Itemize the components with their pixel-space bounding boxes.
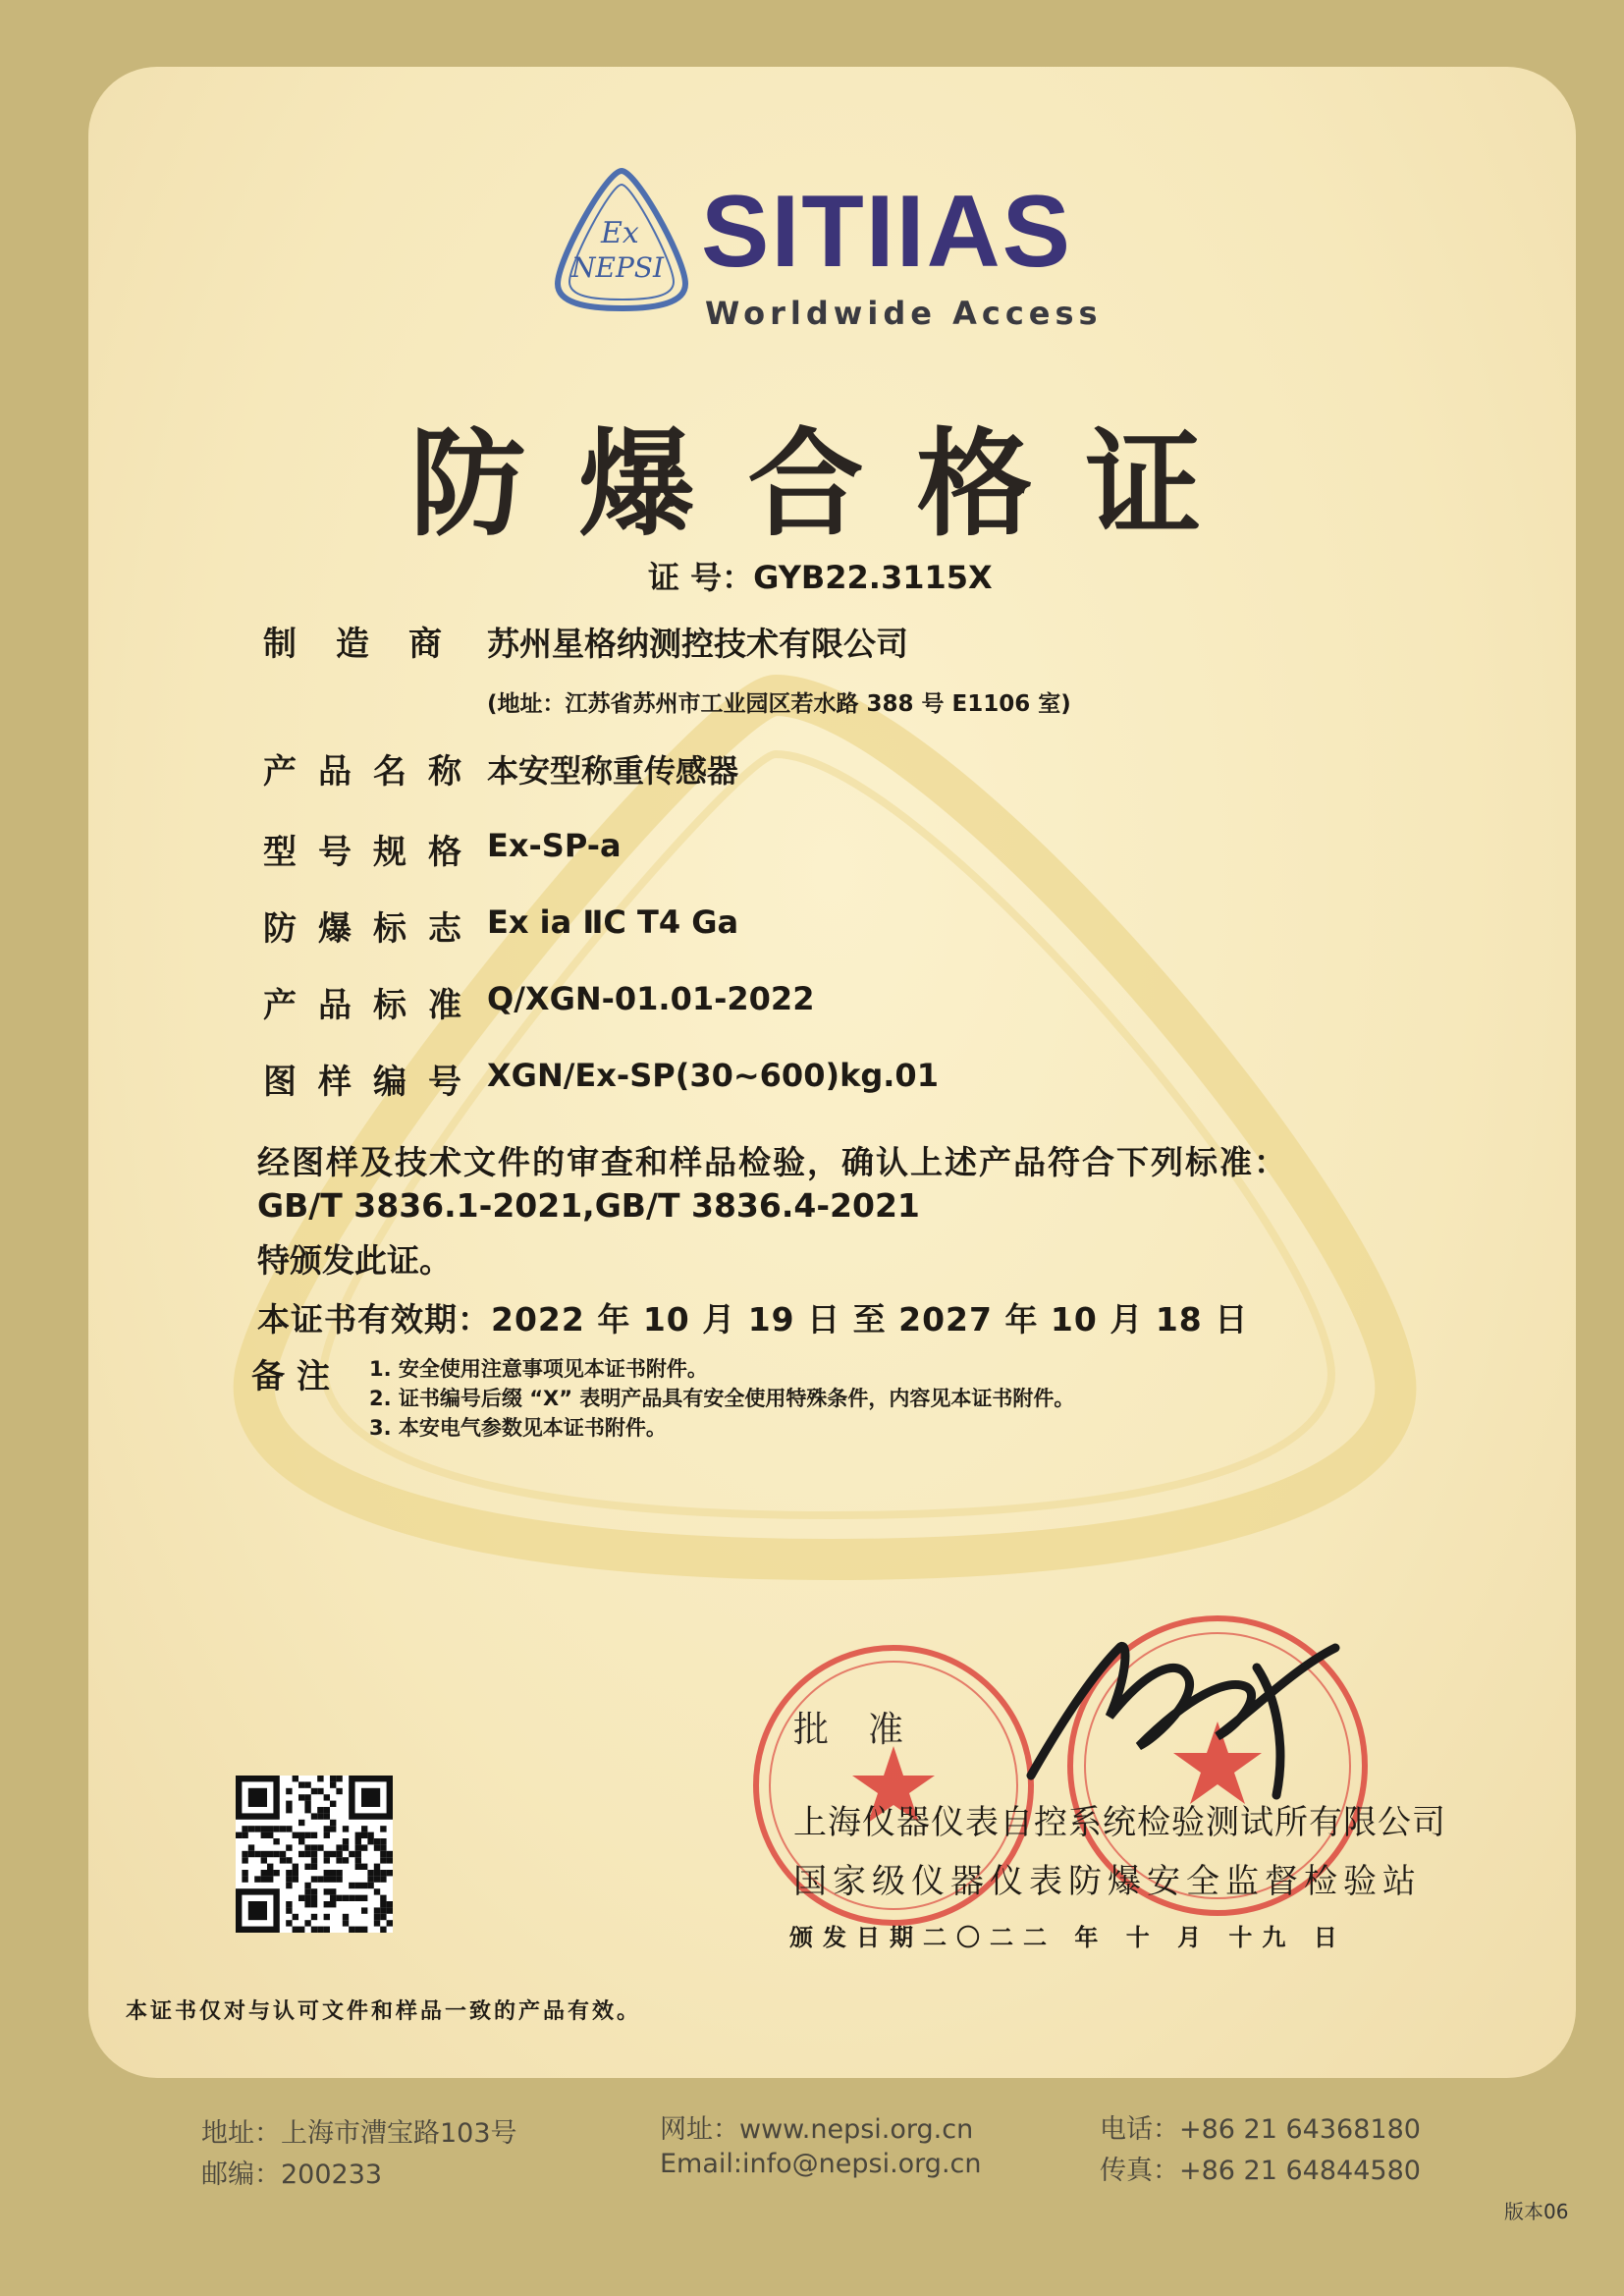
footer-email[interactable]: Email:info@nepsi.org.cn [660,2149,982,2179]
certificate-number: 证 号：GYB22.3115X [648,559,993,596]
remark-item: 3. 本安电气参数见本证书附件。 [369,1416,667,1440]
field-value-manufacturer: 苏州星格纳测控技术有限公司 [487,625,908,663]
field-label-product-name: 产品名称 [263,752,483,792]
applicable-standards: GB/T 3836.1-2021,GB/T 3836.4-2021 [257,1186,920,1225]
issuer-company: 上海仪器仪表自控系统检验测试所有限公司 [793,1803,1446,1842]
issuance-statement: 特颁发此证。 [257,1241,452,1280]
validity-period: 本证书有效期：2022 年 10 月 19 日 至 2027 年 10 月 18 日 [257,1300,1249,1339]
remark-item: 1. 安全使用注意事项见本证书附件。 [369,1357,708,1381]
issuer-station: 国家级仪器仪表防爆安全监督检验站 [793,1862,1422,1901]
sitiias-tagline: Worldwide Access [705,295,1103,332]
field-value-drawing-number: XGN/Ex-SP(30~600)kg.01 [487,1057,939,1094]
issue-date: 颁发日期二〇二二 年 十 月 十九 日 [789,1924,1347,1951]
manufacturer-address: (地址：江苏省苏州市工业园区若水路 388 号 E1106 室) [487,691,1071,717]
ex-logo-text: Ex [601,216,639,250]
field-label-product-standard: 产品标准 [263,986,483,1025]
remarks-label: 备注 [251,1357,342,1396]
field-value-model: Ex-SP-a [487,827,622,864]
certificate-paper [88,67,1576,2078]
field-label-model: 型号规格 [263,833,483,872]
qr-code [236,1776,393,1933]
page-title: 防爆合格证 [409,416,1255,552]
conformity-statement: 经图样及技术文件的审查和样品检验，确认上述产品符合下列标准： [257,1143,1288,1181]
sitiias-logo: SITIIAS [701,175,1073,289]
field-label-manufacturer: 制造商 [263,625,481,664]
signature [1011,1609,1365,1805]
logo-group [548,161,1216,387]
nepsi-logo-text: NEPSI [571,251,665,284]
field-label-ex-marking: 防爆标志 [263,909,483,949]
remark-item: 2. 证书编号后缀 “X” 表明产品具有安全使用特殊条件，内容见本证书附件。 [369,1387,1075,1410]
footer-postcode: 邮编：200233 [201,2159,383,2190]
footer-fax: 传真：+86 21 64844580 [1100,2156,1421,2186]
approval-label: 批准 [793,1710,944,1750]
footer-website[interactable]: 网址：www.nepsi.org.cn [660,2114,974,2145]
validity-note: 本证书仅对与认可文件和样品一致的产品有效。 [126,1999,642,2024]
field-value-product-standard: Q/XGN-01.01-2022 [487,980,815,1017]
footer-address: 地址：上海市漕宝路103号 [201,2118,517,2149]
field-value-ex-marking: Ex ia ⅡC T4 Ga [487,903,739,941]
field-value-product-name: 本安型称重传感器 [487,752,739,790]
footer-phone: 电话：+86 21 64368180 [1100,2114,1421,2145]
version-label: 版本06 [1504,2200,1569,2223]
field-label-drawing-number: 图样编号 [263,1063,483,1102]
